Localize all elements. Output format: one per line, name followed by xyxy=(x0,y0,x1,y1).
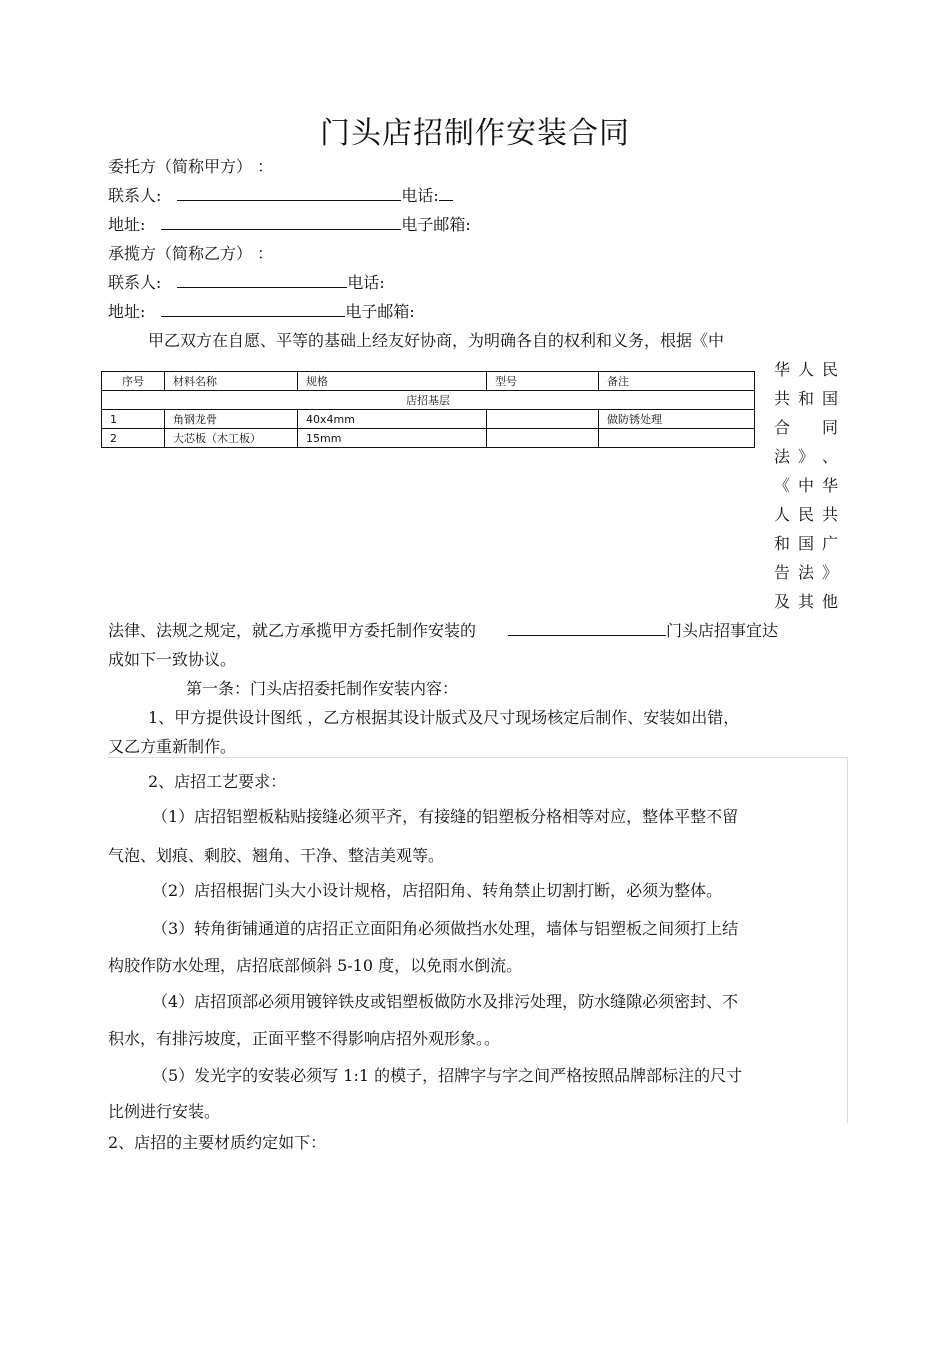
law-line xyxy=(108,620,778,642)
table-cell xyxy=(487,429,599,448)
materials-heading: 2、店招的主要材质约定如下： xyxy=(108,1133,327,1152)
req-5-line-2: 比例进行安装。 xyxy=(108,1102,221,1121)
intro-paragraph: 甲乙双方在自愿、平等的基础上经友好协商，为明确各自的权利和义务，根据《中 xyxy=(148,331,725,350)
table-cell: 1 xyxy=(102,410,165,429)
header-cell: 材料名称 xyxy=(165,372,298,391)
party-a-address-label: 地址: xyxy=(108,215,146,234)
party-a-email-label: 电子邮箱: xyxy=(401,215,471,234)
table-cell: 15mm xyxy=(298,429,487,448)
side-text-line xyxy=(770,388,842,410)
article-1-heading: 第一条：门头店招委托制作安装内容： xyxy=(186,679,459,698)
side-char: 华 xyxy=(773,360,790,379)
req-4-line-2: 积水，有排污坡度，正面平整不得影响店招外观形象。。 xyxy=(108,1029,501,1048)
party-b-phone-label: 电话: xyxy=(347,273,385,292)
req-1-line-2: 气泡、划痕、剩胶、翘角、干净、整洁美观等。 xyxy=(108,846,445,865)
side-text-line xyxy=(770,504,842,526)
header-cell: 规格 xyxy=(298,372,487,391)
table-header-row xyxy=(102,372,755,391)
law-line-end: 门头店招事宜达 xyxy=(666,621,779,640)
req-5-line-1: （5）发光字的安装必须写 1:1 的模子，招牌字与字之间严格按照品牌部标注的尺寸 xyxy=(152,1066,743,1085)
table-cell: 2 xyxy=(102,429,165,448)
side-text-line xyxy=(770,591,842,613)
party-a-contact-blank[interactable] xyxy=(177,185,401,201)
side-char: 及 xyxy=(773,592,790,611)
party-b-email-label: 电子邮箱: xyxy=(345,302,415,321)
party-a-address-row xyxy=(108,214,471,236)
side-text-line xyxy=(770,446,842,468)
party-b-address-label: 地址: xyxy=(108,302,146,321)
table-section-row xyxy=(102,391,755,410)
side-char: 告 xyxy=(773,563,790,582)
materials-table xyxy=(101,371,755,448)
party-a-heading: 委托方（简称甲方） ： xyxy=(108,157,274,176)
party-a-phone-blank[interactable] xyxy=(439,185,453,201)
side-char: 合 xyxy=(773,418,790,437)
party-b-contact-row xyxy=(108,272,385,294)
req-3-line-1: （3）转角街铺通道的店招正立面阳角必须做挡水处理，墙体与铝塑板之间须打上结 xyxy=(152,919,739,938)
side-char: 》 xyxy=(797,447,814,466)
law-line-cont: 成如下一致协议。 xyxy=(108,650,237,669)
party-b-contact-label: 联系人: xyxy=(108,273,162,292)
side-text-line xyxy=(770,562,842,584)
req-1-line-1: （1）店招铝塑板粘贴接缝必须平齐，有接缝的铝塑板分格相等对应，整体平整不留 xyxy=(152,807,739,826)
section-cell: 店招基层 xyxy=(102,391,755,410)
side-text-line xyxy=(770,417,842,439)
side-char: 他 xyxy=(821,592,838,611)
side-char: 法 xyxy=(797,563,814,582)
side-char: 共 xyxy=(773,389,790,408)
side-char: 中 xyxy=(797,476,814,495)
side-text-line xyxy=(770,475,842,497)
item-1-line-1: 1、甲方提供设计图纸 ，乙方根据其设计版式及尺寸现场核定后制作、安装如出错， xyxy=(148,708,740,727)
table-cell: 40x4mm xyxy=(298,410,487,429)
side-text-line xyxy=(770,533,842,555)
side-char: 》 xyxy=(821,563,838,582)
req-3-line-2: 构胶作防水处理，店招底部倾斜 5-10 度，以免雨水倒流。 xyxy=(108,956,523,975)
table-cell: 做防锈处理 xyxy=(599,410,755,429)
side-char: 其 xyxy=(797,592,814,611)
party-a-contact-row xyxy=(108,185,453,207)
party-a-phone-label: 电话: xyxy=(401,186,439,205)
header-cell: 序号 xyxy=(102,372,165,391)
side-char: 同 xyxy=(821,418,838,437)
side-char: 和 xyxy=(797,389,814,408)
header-cell: 型号 xyxy=(487,372,599,391)
party-b-address-row xyxy=(108,301,415,323)
side-char: 广 xyxy=(821,534,838,553)
side-char: 共 xyxy=(821,505,838,524)
party-a-contact-label: 联系人: xyxy=(108,186,162,205)
side-char: 人 xyxy=(797,360,814,379)
header-cell: 备注 xyxy=(599,372,755,391)
side-char: 民 xyxy=(821,360,838,379)
req-4-line-1: （4）店招顶部必须用镀锌铁皮或铝塑板做防水及排污处理，防水缝隙必须密封、不 xyxy=(152,992,739,1011)
law-line-start: 法律、法规之规定，就乙方承揽甲方委托制作安装的 xyxy=(108,621,477,640)
side-char: 、 xyxy=(821,447,838,466)
party-a-address-blank[interactable] xyxy=(161,214,401,230)
side-char: 华 xyxy=(821,476,838,495)
side-char: 《 xyxy=(773,476,790,495)
table-cell xyxy=(599,429,755,448)
side-char: 法 xyxy=(773,447,790,466)
table-row xyxy=(102,410,755,429)
party-b-heading: 承揽方（简称乙方） ： xyxy=(108,244,274,263)
party-b-contact-blank[interactable] xyxy=(177,272,347,288)
side-char: 人 xyxy=(773,505,790,524)
table-cell: 大芯板（木工板） xyxy=(165,429,298,448)
side-char: 国 xyxy=(797,534,814,553)
party-b-address-blank[interactable] xyxy=(161,301,345,317)
req-2-line: （2）店招根据门头大小设计规格，店招阳角、转角禁止切割打断，必须为整体。 xyxy=(152,881,723,900)
shop-name-blank[interactable] xyxy=(508,620,666,636)
item-2-heading: 2、店招工艺要求： xyxy=(148,772,287,791)
side-char: 和 xyxy=(773,534,790,553)
side-char: 国 xyxy=(821,389,838,408)
item-1-line-2: 又乙方重新制作。 xyxy=(108,737,237,756)
side-char: 民 xyxy=(797,505,814,524)
table-cell xyxy=(487,410,599,429)
table-cell: 角钢龙骨 xyxy=(165,410,298,429)
table-row xyxy=(102,429,755,448)
side-text-line xyxy=(770,359,842,381)
page-title: 门头店招制作安装合同 xyxy=(320,116,630,151)
